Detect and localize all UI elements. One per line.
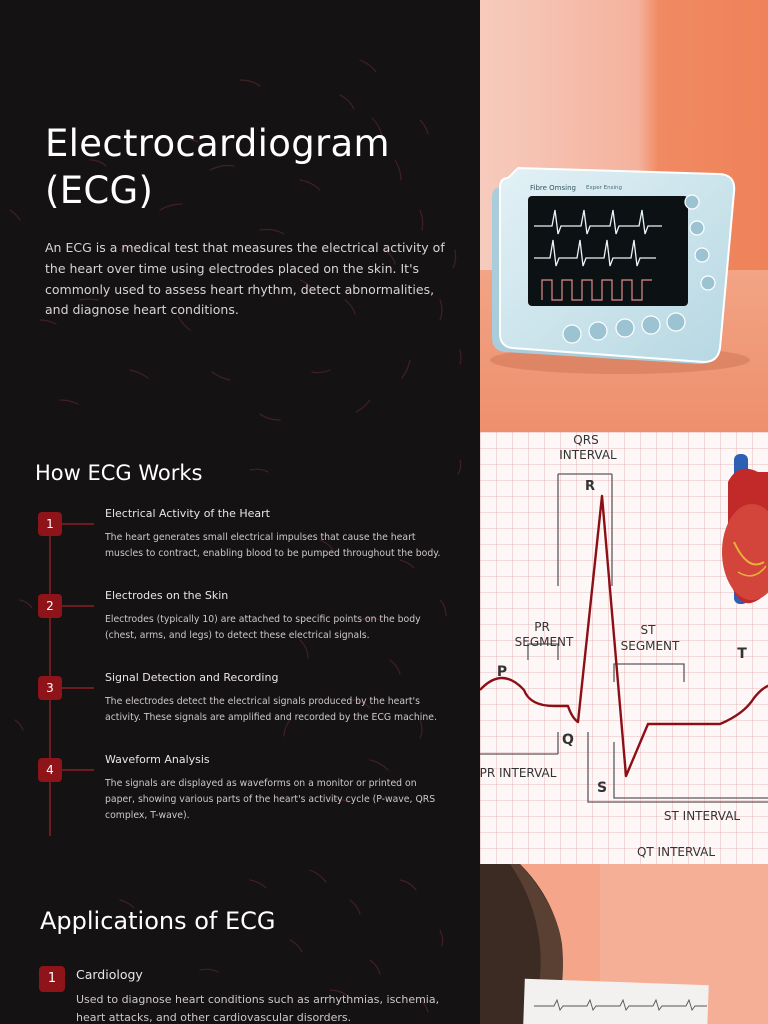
st-interval-label: ST INTERVAL [663, 809, 741, 823]
pr-segment-label-line1: PR [534, 620, 550, 634]
timeline-connector [62, 769, 94, 771]
intro-paragraph: An ECG is a medical test that measures the electrical activity of the heart over time using electrodes placed on the skin. It's commonly used to assess heart rhythm, detect abnormalities, and diagnose heart conditions. [45, 240, 445, 318]
step-description: The signals are displayed as waveforms on a monitor or printed on paper, showing various parts of the heart's activity cycle (P-wave, QRS complex, T-wave). [105, 778, 436, 821]
step-description: The electrodes detect the electrical signals produced by the heart's activity. These signals are amplified and recorded by the ECG machine. [105, 696, 437, 723]
step-title: Electrodes on the Skin [105, 589, 229, 602]
qt-interval-label: QT INTERVAL [636, 845, 716, 859]
step-description: The heart generates small electrical impulses that cause the heart muscles to contract, enabling blood to be pumped throughout the body. [105, 532, 441, 559]
step-number-badge: 4 [38, 758, 62, 782]
s-wave-label: S [596, 780, 608, 796]
t-wave-label: T [737, 646, 747, 662]
st-segment-label-line1: ST [640, 623, 656, 637]
step-number-badge: 1 [38, 512, 62, 536]
ecg-monitor-image [480, 0, 768, 432]
pr-interval-label: PR INTERVAL [480, 766, 557, 780]
p-wave-label: P [496, 664, 508, 680]
timeline-connector [62, 687, 94, 689]
pr-segment-label-line2: SEGMENT [514, 635, 574, 649]
q-wave-label: Q [562, 732, 574, 748]
page-title-line2: (ECG) [45, 169, 154, 212]
qrs-interval-label-line2: INTERVAL [559, 448, 617, 462]
how-ecg-works-heading: How ECG Works [35, 461, 203, 485]
step-title: Signal Detection and Recording [105, 671, 279, 684]
page-title-line1: Electrocardiogram [45, 122, 390, 165]
step-number-badge: 2 [38, 594, 62, 618]
image-column [480, 0, 768, 1024]
step-description: Electrodes (typically 10) are attached to specific points on the body (chest, arms, and legs) to detect these electrical signals. [105, 614, 421, 641]
ecg-waveform-diagram [480, 432, 768, 864]
application-number-badge: 1 [39, 966, 65, 992]
st-segment-label-line2: SEGMENT [620, 639, 680, 653]
timeline-connector [62, 605, 94, 607]
timeline-connector [62, 523, 94, 525]
page-title [45, 120, 465, 214]
r-wave-label: R [584, 479, 596, 494]
applications-heading: Applications of ECG [40, 907, 276, 935]
ecg-printout-photo [480, 864, 768, 1024]
application-description: Used to diagnose heart conditions such as arrhythmias, ischemia, heart attacks, and other cardiovascular disorders. [76, 993, 440, 1024]
device-brand-label: Fibre Omsing [530, 184, 576, 192]
device-model-label: Exper Ensing [586, 185, 622, 191]
step-number-badge: 3 [38, 676, 62, 700]
step-title: Waveform Analysis [105, 753, 210, 766]
application-title: Cardiology [76, 967, 143, 982]
qrs-interval-label-line1: QRS [573, 433, 599, 447]
step-title: Electrical Activity of the Heart [105, 507, 270, 520]
